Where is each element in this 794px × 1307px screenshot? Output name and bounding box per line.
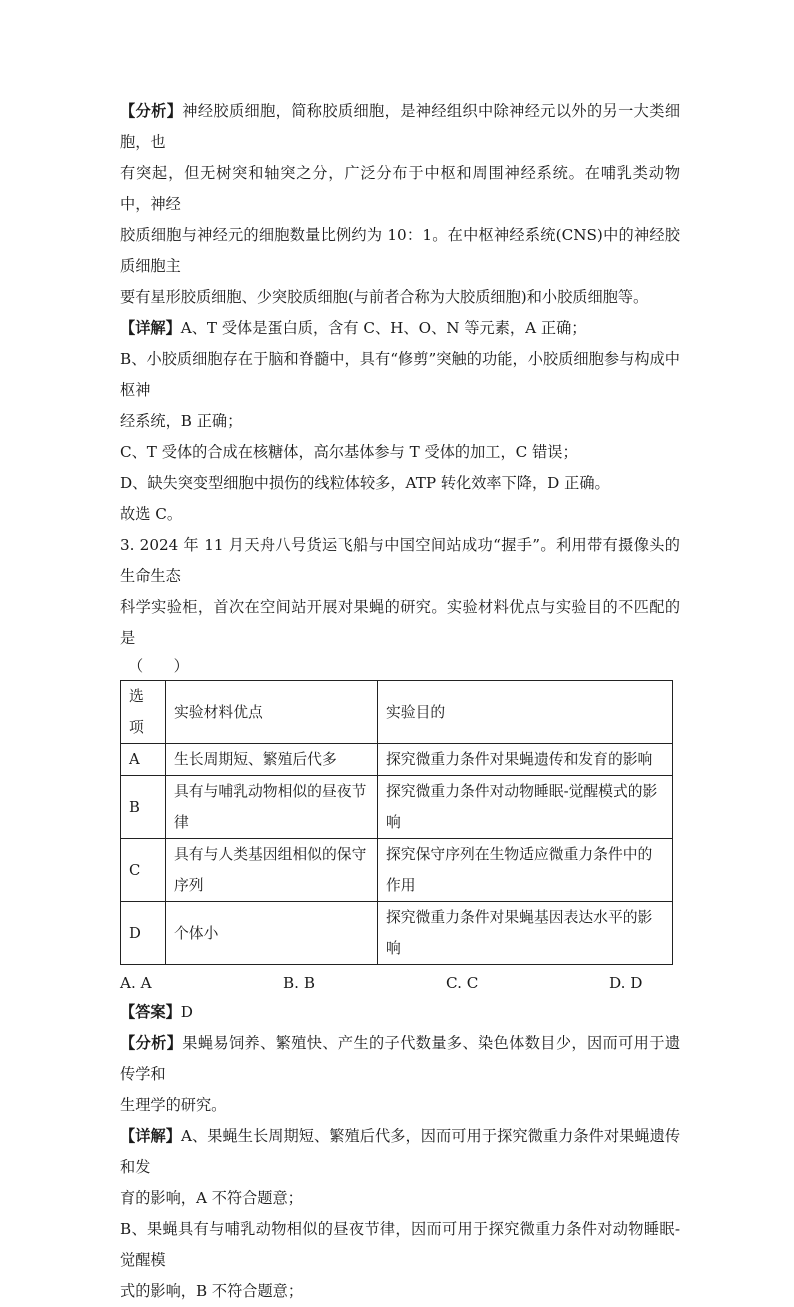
table-row <box>121 902 673 965</box>
line-text: A、T 受体是蛋白质，含有 C、H、O、N 等元素，A 正确； <box>180 319 587 337</box>
table-cell: C <box>121 839 166 902</box>
text-line <box>120 468 680 499</box>
text-line <box>120 96 680 158</box>
text-line <box>120 282 680 313</box>
section-tag: 【分析】 <box>120 102 183 120</box>
text-line <box>120 1028 680 1090</box>
text-line <box>120 499 680 530</box>
table-cell: A <box>121 744 166 776</box>
text-line <box>120 1121 680 1183</box>
text-line <box>120 220 680 282</box>
line-text: 生理学的研究。 <box>120 1096 227 1114</box>
line-text: 胶质细胞与神经元的细胞数量比例约为 10：1。在中枢神经系统(CNS)中的神经胶质细胞主 <box>120 226 680 275</box>
line-text: 经系统，B 正确； <box>120 412 243 430</box>
section-tag: 【分析】 <box>120 1034 183 1052</box>
table-cell: B <box>121 776 166 839</box>
line-text: B、果蝇具有与哺乳动物相似的昼夜节律，因而可用于探究微重力条件对动物睡眠-觉醒模 <box>120 1220 680 1269</box>
text-line <box>120 344 680 406</box>
table-cell: 具有与哺乳动物相似的昼夜节律 <box>166 776 378 839</box>
option-c: C. C <box>446 974 479 992</box>
table-header-cell: 实验材料优点 <box>166 681 378 744</box>
option-d: D. D <box>609 974 643 992</box>
text-line <box>120 313 680 344</box>
table-row <box>121 839 673 902</box>
text-line <box>120 406 680 437</box>
line-text: 果蝇易饲养、繁殖快、产生的子代数量多、染色体数目少，因而可用于遗传学和 <box>120 1034 681 1083</box>
section-tag: 【详解】 <box>120 319 181 337</box>
line-text: 式的影响，B 不符合题意； <box>120 1282 304 1300</box>
text-line <box>120 1183 680 1214</box>
table-row <box>121 744 673 776</box>
question-stem-line: 科学实验柜，首次在空间站开展对果蝇的研究。实验材料优点与实验目的不匹配的是 <box>120 598 680 647</box>
line-text: 有突起，但无树突和轴突之分，广泛分布于中枢和周围神经系统。在哺乳类动物中，神经 <box>120 164 680 213</box>
line-text: D、缺失突变型细胞中损伤的线粒体较多，ATP 转化效率下降，D 正确。 <box>120 474 610 492</box>
line-text: 故选 C。 <box>120 505 183 523</box>
table-row <box>121 776 673 839</box>
line-text: B、小胶质细胞存在于脑和脊髓中，具有“修剪”突触的功能，小胶质细胞参与构成中枢神 <box>120 350 680 399</box>
line-text: 要有星形胶质细胞、少突胶质细胞(与前者合称为大胶质细胞)和小胶质细胞等。 <box>120 288 649 306</box>
table-header-cell: 选项 <box>121 681 166 744</box>
line-text: A、果蝇生长周期短、繁殖后代多，因而可用于探究微重力条件对果蝇遗传和发 <box>120 1127 681 1176</box>
option-a: A. A <box>120 974 152 992</box>
answer-options <box>120 969 680 997</box>
table-cell: 生长周期短、繁殖后代多 <box>166 744 378 776</box>
options-table <box>120 680 673 965</box>
table-cell: 探究微重力条件对动物睡眠-觉醒模式的影响 <box>378 776 673 839</box>
text-line <box>120 158 680 220</box>
section-tag: 【详解】 <box>120 1127 182 1145</box>
table-cell: 探究微重力条件对果蝇遗传和发育的影响 <box>378 744 673 776</box>
answer-section <box>120 997 680 1307</box>
text-line <box>120 437 680 468</box>
line-text: C、T 受体的合成在核糖体，高尔基体参与 T 受体的加工，C 错误； <box>120 443 578 461</box>
text-line <box>120 1214 680 1276</box>
table-header-cell: 实验目的 <box>378 681 673 744</box>
option-b: B. B <box>283 974 315 992</box>
question-3 <box>120 530 680 997</box>
table-cell: D <box>121 902 166 965</box>
table-cell: 探究保守序列在生物适应微重力条件中的作用 <box>378 839 673 902</box>
document-page <box>120 96 680 1307</box>
answer-blank: （ ） <box>128 657 189 675</box>
analysis-section-1 <box>120 96 680 530</box>
table-cell: 具有与人类基因组相似的保守序列 <box>166 839 378 902</box>
question-stem-line: 3. 2024 年 11 月天舟八号货运飞船与中国空间站成功“握手”。利用带有摄像头的生命生态 <box>120 536 680 585</box>
line-text: 育的影响，A 不符合题意； <box>120 1189 303 1207</box>
table-header-row <box>121 681 673 744</box>
line-text: D <box>180 1003 193 1021</box>
text-line <box>120 1276 680 1307</box>
text-line <box>120 1090 680 1121</box>
table-cell: 探究微重力条件对果蝇基因表达水平的影响 <box>378 902 673 965</box>
text-line <box>120 997 680 1028</box>
table-cell: 个体小 <box>166 902 378 965</box>
line-text: 神经胶质细胞，简称胶质细胞，是神经组织中除神经元以外的另一大类细胞，也 <box>120 102 681 151</box>
section-tag: 【答案】 <box>120 1003 181 1021</box>
